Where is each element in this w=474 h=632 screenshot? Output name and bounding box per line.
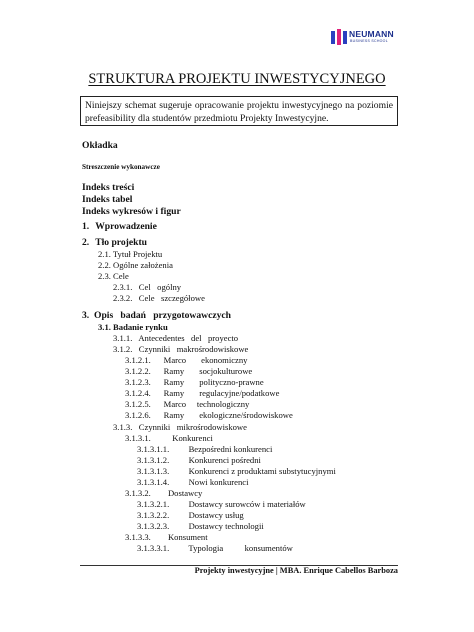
page-footer: Projekty inwestycyjne | MBA. Enrique Cabellos Barboza (194, 566, 398, 575)
toc-number: 2.1. (98, 249, 111, 259)
toc-number: 3.1.3.1.2. (137, 455, 170, 465)
indeks-tresci: Indeks treści (82, 182, 135, 193)
toc-entry (137, 444, 272, 454)
streszczenie-heading: Streszczenie wykonawcze (82, 163, 160, 171)
toc-text: Dostawcy (167, 488, 203, 498)
toc-text: Ramy polityczno-prawne (163, 377, 264, 387)
toc-text: Opis badań przygotowawczych (94, 310, 231, 321)
toc-text: Dostawcy usług (188, 510, 244, 520)
toc-text: Konkurenci (172, 433, 213, 443)
toc-text: Nowi konkurenci (188, 477, 249, 487)
toc-entry (98, 249, 162, 259)
document-title: STRUKTURA PROJEKTU INWESTYCYJNEGO (88, 71, 386, 87)
neumann-logo-mark-icon (330, 28, 348, 46)
toc-number: 3.1.1. (113, 333, 133, 343)
toc-entry (125, 355, 247, 365)
toc-entry (125, 377, 264, 387)
toc-number: 3.1.3.2.3. (137, 521, 170, 531)
toc-entry (98, 271, 129, 281)
toc-number: 3.1.3. (113, 422, 133, 432)
toc-number: 1. (82, 221, 90, 232)
toc-text: Ramy socjokulturowe (163, 366, 253, 376)
toc-entry (125, 433, 213, 443)
toc-text: Cele szczegółowe (138, 293, 205, 303)
logo-tagline: BUSINESS SCHOOL (350, 39, 388, 43)
toc-number: 3.1.2.6. (125, 410, 151, 420)
toc-entry (82, 221, 157, 232)
toc-text: Konkurenci z produktami substytucyjnymi (188, 466, 336, 476)
toc-entry (98, 322, 168, 332)
indeks-tabel: Indeks tabel (82, 194, 133, 205)
toc-entry (137, 477, 248, 487)
toc-entry (113, 422, 247, 432)
intro-box: Niniejszy schemat sugeruje opracowanie projektu inwestycyjnego na poziomie prefeasibility dla studentów przedmiotu Projekty Inwestycyjne. (80, 96, 398, 126)
toc-number: 3.1.2.4. (125, 388, 151, 398)
toc-number: 3.1.2.5. (125, 399, 151, 409)
toc-number: 2.2. (98, 260, 111, 270)
toc-number: 3.1.2.2. (125, 366, 151, 376)
toc-entry (125, 410, 293, 420)
toc-entry (113, 333, 238, 343)
toc-number: 3.1.2.3. (125, 377, 151, 387)
toc-text: Czynniki makrośrodowiskowe (138, 344, 249, 354)
toc-text: Cel ogólny (138, 282, 182, 292)
toc-text: Konsument (167, 532, 208, 542)
toc-number: 3.1.3.1.3. (137, 466, 170, 476)
toc-entry (82, 237, 147, 248)
toc-text: Typologia konsumentów (188, 543, 293, 553)
toc-number: 3.1.3.3.1. (137, 543, 170, 553)
toc-text: Ramy regulacyjne/podatkowe (163, 388, 280, 398)
toc-number: 3.1. (98, 322, 111, 332)
toc-entry (113, 293, 205, 303)
toc-number: 2.3. (98, 271, 111, 281)
toc-text: Dostawcy surowców i materiałów (188, 499, 306, 509)
toc-text: Konkurenci pośredni (188, 455, 261, 465)
toc-text: Marco ekonomiczny (163, 355, 248, 365)
toc-entry (137, 466, 336, 476)
okladka-heading: Okładka (82, 140, 118, 151)
toc-entry (125, 366, 252, 376)
toc-number: 2.3.2. (113, 293, 133, 303)
toc-number: 3.1.3.1.1. (137, 444, 170, 454)
toc-text: Ogólne założenia (113, 260, 173, 270)
toc-entry (125, 388, 279, 398)
toc-text: Tytuł Projektu (112, 249, 163, 259)
toc-number: 3.1.3.2. (125, 488, 151, 498)
logo-wordmark: NEUMANN (349, 29, 394, 39)
toc-text: Ramy ekologiczne/środowiskowe (163, 410, 293, 420)
toc-number: 2.3.1. (113, 282, 133, 292)
toc-entry (137, 521, 264, 531)
toc-text: Marco technologiczny (163, 399, 250, 409)
toc-entry (113, 282, 181, 292)
toc-entry (125, 488, 202, 498)
toc-number: 3.1.3.2.1. (137, 499, 170, 509)
toc-entry (125, 532, 208, 542)
toc-entry (82, 310, 231, 321)
toc-number: 2. (82, 237, 90, 248)
toc-text: Badanie rynku (113, 322, 168, 332)
toc-number: 3.1.2. (113, 344, 133, 354)
toc-text: Wprowadzenie (95, 221, 157, 232)
toc-text: Cele (113, 271, 129, 281)
toc-text: Bezpośredni konkurenci (188, 444, 273, 454)
toc-text: Dostawcy technologii (188, 521, 264, 531)
toc-entry (137, 499, 306, 509)
toc-entry (137, 510, 244, 520)
toc-number: 3.1.3.1. (125, 433, 151, 443)
toc-text: Tło projektu (95, 237, 147, 248)
neumann-logo (330, 26, 400, 50)
toc-number: 3. (82, 310, 90, 321)
toc-text: Czynniki mikrośrodowiskowe (138, 422, 247, 432)
toc-entry (137, 455, 261, 465)
toc-number: 3.1.2.1. (125, 355, 151, 365)
toc-number: 3.1.3.3. (125, 532, 151, 542)
toc-entry (137, 543, 293, 553)
indeks-wykresow: Indeks wykresów i figur (82, 206, 181, 217)
toc-number: 3.1.3.2.2. (137, 510, 170, 520)
toc-number: 3.1.3.1.4. (137, 477, 170, 487)
toc-entry (125, 399, 249, 409)
toc-entry (113, 344, 248, 354)
toc-text: Antecedentes del proyecto (138, 333, 239, 343)
toc-entry (98, 260, 173, 270)
